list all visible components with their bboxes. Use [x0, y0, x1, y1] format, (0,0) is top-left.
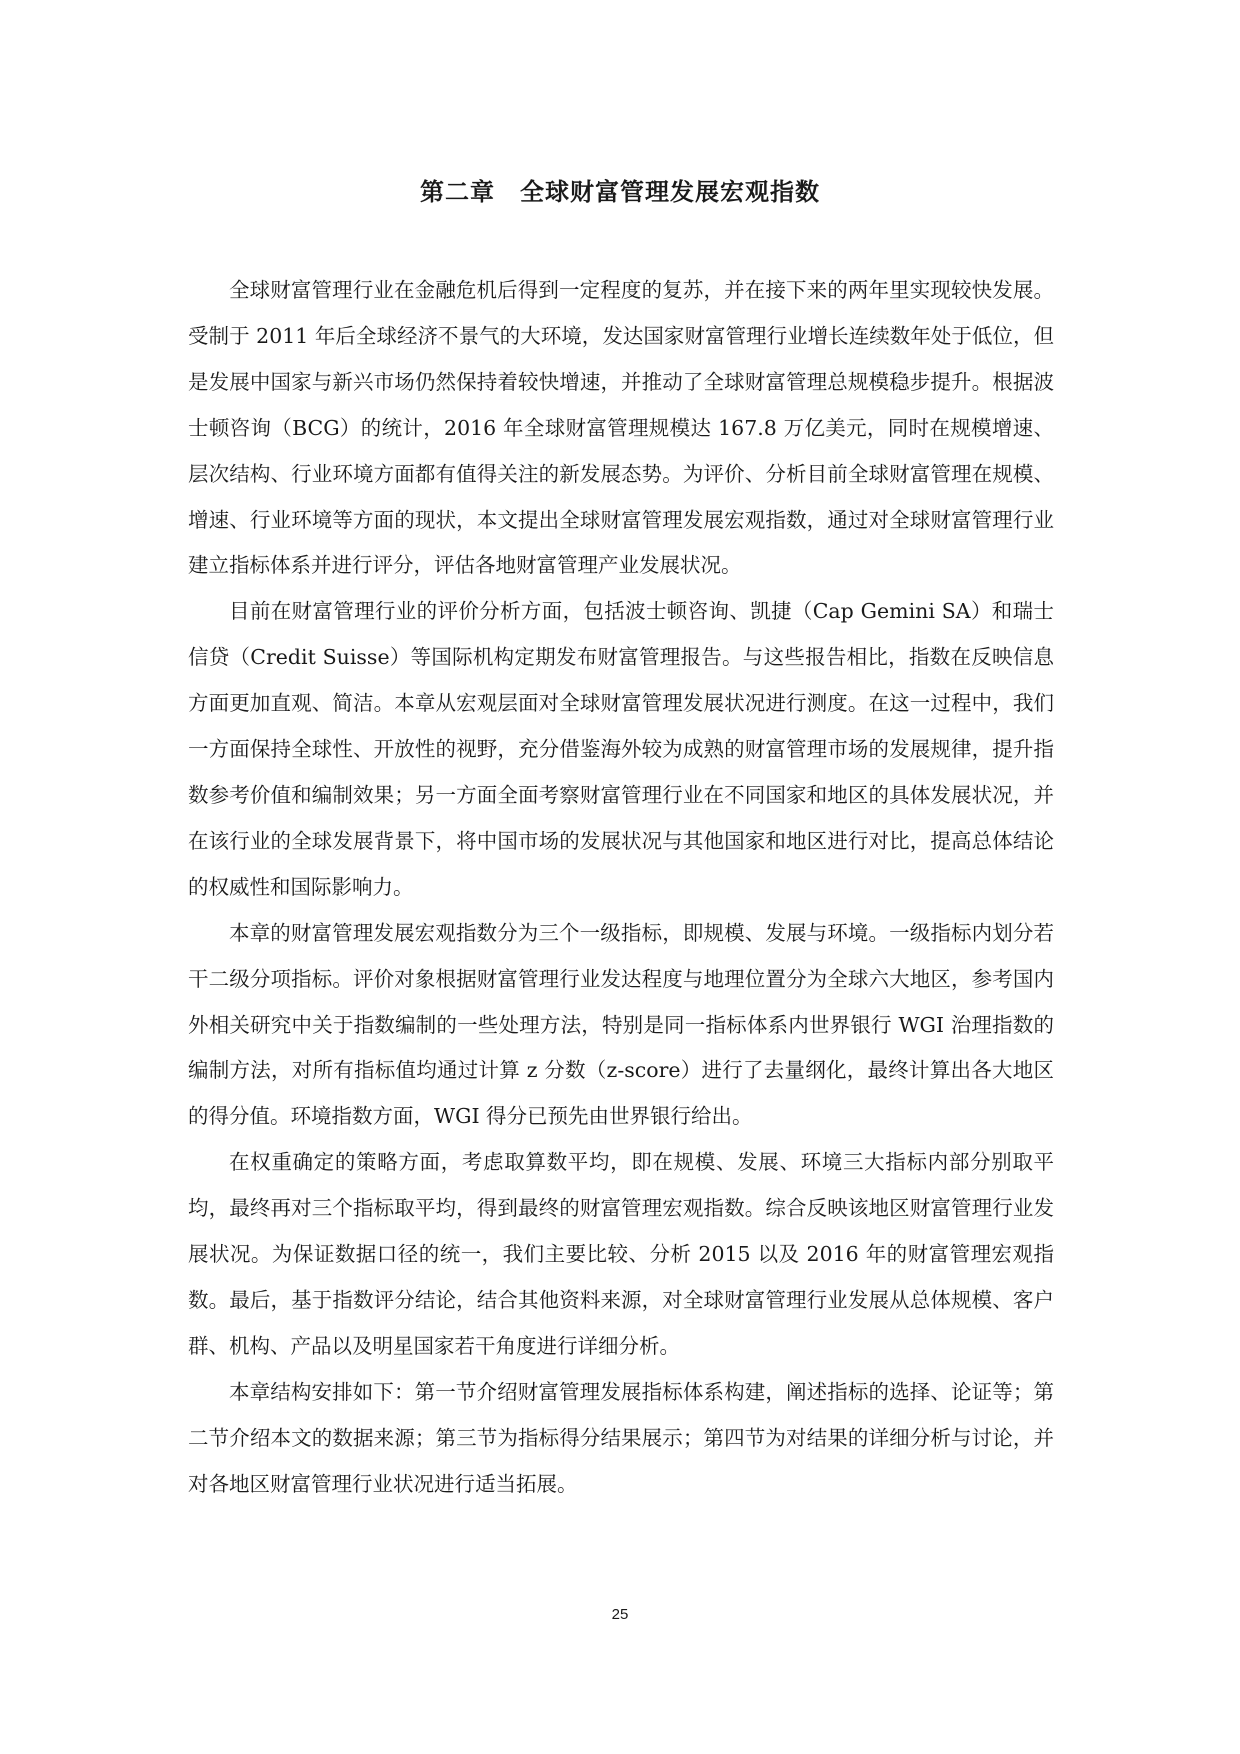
chapter-title: 第二章 全球财富管理发展宏观指数 — [420, 178, 820, 206]
body-text — [188, 268, 1054, 1507]
paragraph-evaluation-methods: 目前在财富管理行业的评价分析方面，包括波士顿咨询、凯捷（Cap Gemini SA）和瑞士信贷（Credit Suisse）等国际机构定期发布财富管理报告。与这些报告相比，指数在反映信息方面更加直观、简洁。本章从宏观层面对全球财富管理发展状况进行测度。在这一过程中，我们一方面保持全球性、开放性的视野，充分借鉴海外较为成熟的财富管理市场的发展规律，提升指数参考价值和编制效果；另一方面全面考察财富管理行业在不同国家和地区的具体发展状况，并在该行业的全球发展背景下，将中国市场的发展状况与其他国家和地区进行对比，提高总体结论的权威性和国际影响力。 — [188, 599, 1054, 899]
paragraph-intro: 全球财富管理行业在金融危机后得到一定程度的复苏，并在接下来的两年里实现较快发展。受制于 2011 年后全球经济不景气的大环境，发达国家财富管理行业增长连续数年处于低位，但是发展中国家与新兴市场仍然保持着较快增速，并推动了全球财富管理总规模稳步提升。根据波士顿咨询（BCG）的统计，2016 年全球财富管理规模达 167.8 万亿美元，同时在规模增速、层次结构、行业环境方面都有值得关注的新发展态势。为评价、分析目前全球财富管理在规模、增速、行业环境等方面的现状，本文提出全球财富管理发展宏观指数，通过对全球财富管理行业建立指标体系并进行评分，评估各地财富管理产业发展状况。 — [188, 278, 1054, 578]
paragraph-chapter-outline: 本章结构安排如下：第一节介绍财富管理发展指标体系构建，阐述指标的选择、论证等；第二节介绍本文的数据来源；第三节为指标得分结果展示；第四节为对结果的详细分析与讨论，并对各地区财富管理行业状况进行适当拓展。 — [188, 1379, 1054, 1496]
page-number: 25 — [611, 1606, 629, 1623]
paragraph-index-structure: 本章的财富管理发展宏观指数分为三个一级指标，即规模、发展与环境。一级指标内划分若干二级分项指标。评价对象根据财富管理行业发达程度与地理位置分为全球六大地区，参考国内外相关研究中关于指数编制的一些处理方法，特别是同一指标体系内世界银行 WGI 治理指数的编制方法，对所有指标值均通过计算 z 分数（z-score）进行了去量纲化，最终计算出各大地区的得分值。环境指数方面，WGI 得分已预先由世界银行给出。 — [188, 920, 1054, 1129]
paragraph-weighting: 在权重确定的策略方面，考虑取算数平均，即在规模、发展、环境三大指标内部分别取平均，最终再对三个指标取平均，得到最终的财富管理宏观指数。综合反映该地区财富管理行业发展状况。为保证数据口径的统一，我们主要比较、分析 2015 以及 2016 年的财富管理宏观指数。最后，基于指数评分结论，结合其他资料来源，对全球财富管理行业发展从总体规模、客户群、机构、产品以及明星国家若干角度进行详细分析。 — [188, 1150, 1054, 1358]
